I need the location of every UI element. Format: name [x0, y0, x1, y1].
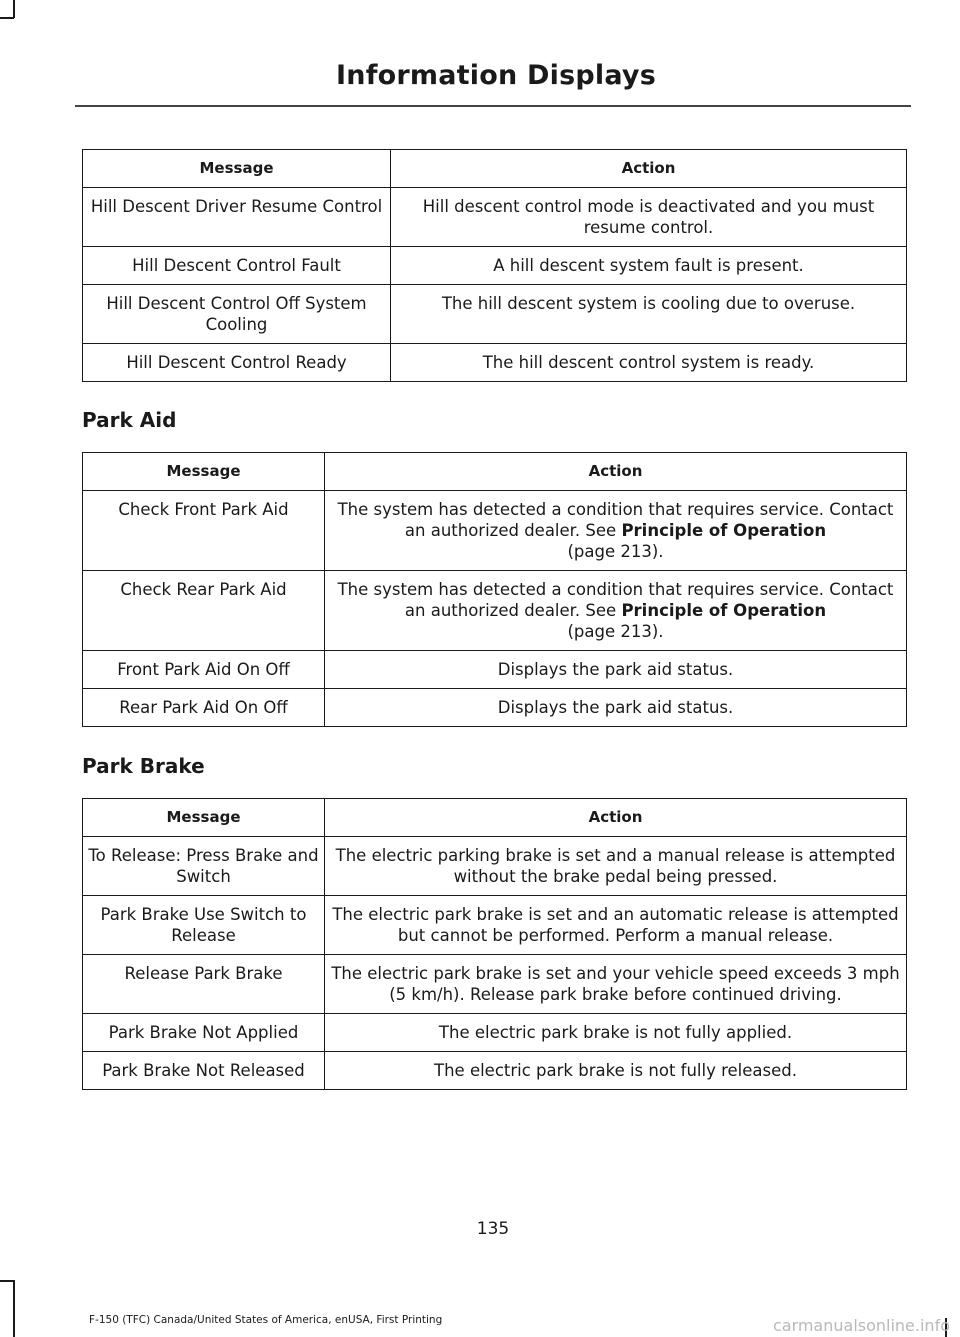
cross-reference-link[interactable]: Principle of Operation — [621, 521, 827, 540]
watermark-link[interactable]: carmanualsonline.info — [772, 1316, 950, 1335]
hill-descent-table — [82, 149, 907, 382]
table-row — [83, 344, 907, 382]
park-brake-table — [82, 798, 907, 1090]
row-message: Hill Descent Control Off System Cooling — [83, 285, 391, 344]
table-row — [83, 955, 907, 1014]
row-action: The electric park brake is not fully applied. — [325, 1014, 907, 1052]
page-reference: (page 213). — [567, 622, 664, 641]
table-header-row — [83, 453, 907, 491]
table-row — [83, 571, 907, 651]
page-reference: (page 213). — [567, 542, 664, 561]
header-message: Message — [83, 453, 325, 491]
table-row — [83, 188, 907, 247]
crop-mark-top-left-h — [0, 17, 14, 19]
header-message: Message — [83, 150, 391, 188]
table-row — [83, 837, 907, 896]
row-message: Check Front Park Aid — [83, 491, 325, 571]
row-action: A hill descent system fault is present. — [391, 247, 907, 285]
cross-reference-link[interactable]: Principle of Operation — [621, 601, 827, 620]
table-row — [83, 689, 907, 727]
row-message: Park Brake Use Switch to Release — [83, 896, 325, 955]
action-text: The system has detected a condition that requires service. Contact an authorized dealer. See — [337, 580, 894, 620]
row-message: To Release: Press Brake and Switch — [83, 837, 325, 896]
section-title-park-aid: Park Aid — [82, 408, 177, 432]
row-action: Displays the park aid status. — [325, 689, 907, 727]
table-row — [83, 1052, 907, 1090]
crop-mark-top-left — [13, 0, 15, 18]
table-row — [83, 896, 907, 955]
table-row — [83, 247, 907, 285]
header-rule — [75, 105, 911, 107]
row-message: Front Park Aid On Off — [83, 651, 325, 689]
row-action: Displays the park aid status. — [325, 651, 907, 689]
action-text: The system has detected a condition that requires service. Contact an authorized dealer. See — [337, 500, 894, 540]
page-title: Information Displays — [336, 60, 656, 91]
row-action — [325, 491, 907, 571]
park-aid-table — [82, 452, 907, 727]
row-message: Hill Descent Driver Resume Control — [83, 188, 391, 247]
row-action: The electric park brake is set and an automatic release is attempted but cannot be performed. Perform a manual release. — [325, 896, 907, 955]
table-row — [83, 651, 907, 689]
row-action: Hill descent control mode is deactivated and you must resume control. — [391, 188, 907, 247]
row-message: Park Brake Not Released — [83, 1052, 325, 1090]
row-message: Hill Descent Control Fault — [83, 247, 391, 285]
row-action: The hill descent control system is ready. — [391, 344, 907, 382]
table-row — [83, 1014, 907, 1052]
table-row — [83, 285, 907, 344]
header-action: Action — [391, 150, 907, 188]
header-action: Action — [325, 799, 907, 837]
table-header-row — [83, 799, 907, 837]
row-action: The electric park brake is not fully released. — [325, 1052, 907, 1090]
row-action — [325, 571, 907, 651]
row-action: The electric park brake is set and your vehicle speed exceeds 3 mph (5 km/h). Release park brake before continued driving. — [325, 955, 907, 1014]
row-message: Release Park Brake — [83, 955, 325, 1014]
crop-mark-bottom-left-h — [0, 1280, 14, 1282]
row-message: Rear Park Aid On Off — [83, 689, 325, 727]
row-action: The electric parking brake is set and a manual release is attempted without the brake pedal being pressed. — [325, 837, 907, 896]
row-message: Park Brake Not Applied — [83, 1014, 325, 1052]
table-row — [83, 491, 907, 571]
header-action: Action — [325, 453, 907, 491]
section-title-park-brake: Park Brake — [82, 754, 205, 778]
row-message: Check Rear Park Aid — [83, 571, 325, 651]
row-action: The hill descent system is cooling due to overuse. — [391, 285, 907, 344]
crop-mark-bottom-left — [13, 1280, 15, 1337]
row-message: Hill Descent Control Ready — [83, 344, 391, 382]
table-header-row — [83, 150, 907, 188]
edition-footer: F-150 (TFC) Canada/United States of America, enUSA, First Printing — [89, 1314, 443, 1326]
header-message: Message — [83, 799, 325, 837]
page-number: 135 — [476, 1219, 510, 1239]
